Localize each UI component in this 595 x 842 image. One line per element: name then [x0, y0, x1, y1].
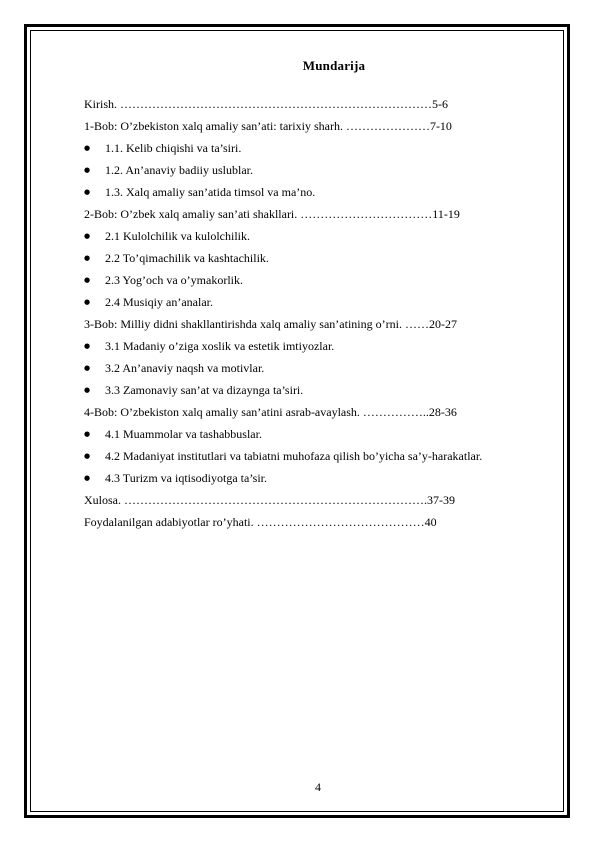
page-number: 4 — [315, 780, 321, 794]
toc-section: ● 4.3 Turizm va iqtisodiyotga ta’sir. — [84, 467, 559, 489]
page-title: Mundarija — [302, 58, 366, 73]
toc-chapter: 1-Bob: O’zbekiston xalq amaliy san’ati: tarixiy sharh. …………………7-10 — [84, 119, 452, 133]
toc-chapter: Xulosa. ………………………………………………………………….37-39 — [84, 493, 455, 507]
table-of-contents — [84, 93, 559, 533]
toc-section: ● 4.1 Muammolar va tashabbuslar. — [84, 423, 559, 445]
toc-chapter: 2-Bob: O’zbek xalq amaliy san’ati shakllari. ……………………………11-19 — [84, 207, 460, 221]
toc-section: ● 2.3 Yog’och va o’ymakorlik. — [84, 269, 559, 291]
toc-section: ● 2.2 To’qimachilik va kashtachilik. — [84, 247, 559, 269]
toc-section: ● 1.1. Kelib chiqishi va ta’siri. — [84, 137, 559, 159]
toc-section: ● 2.4 Musiqiy an’analar. — [84, 291, 559, 313]
toc-section: ● 3.3 Zamonaviy san’at va dizaynga ta’siri. — [84, 379, 559, 401]
toc-section: ● 1.3. Xalq amaliy san’atida timsol va ma’no. — [84, 181, 559, 203]
toc-chapter: 3-Bob: Milliy didni shakllantirishda xalq amaliy san’atining o’rni. ……20-27 — [84, 317, 457, 331]
toc-chapter: Foydalanilgan adabiyotlar ro’yhati. ……………………………………40 — [84, 515, 437, 529]
toc-section: ● 3.1 Madaniy o’ziga xoslik va estetik imtiyozlar. — [84, 335, 559, 357]
toc-section: ● 2.1 Kulolchilik va kulolchilik. — [84, 225, 559, 247]
toc-section: ● 3.2 An’anaviy naqsh va motivlar. — [84, 357, 559, 379]
toc-section: ● 4.2 Madaniyat institutlari va tabiatni muhofaza qilish bo’yicha sa’y-harakatlar. — [84, 445, 559, 467]
toc-section: ● 1.2. An’anaviy badiiy uslublar. — [84, 159, 559, 181]
toc-chapter: Kirish. ……………………………………………………………………5-6 — [84, 97, 448, 111]
toc-chapter: 4-Bob: O’zbekiston xalq amaliy san’atini asrab-avaylash. ……………..28-36 — [84, 405, 457, 419]
